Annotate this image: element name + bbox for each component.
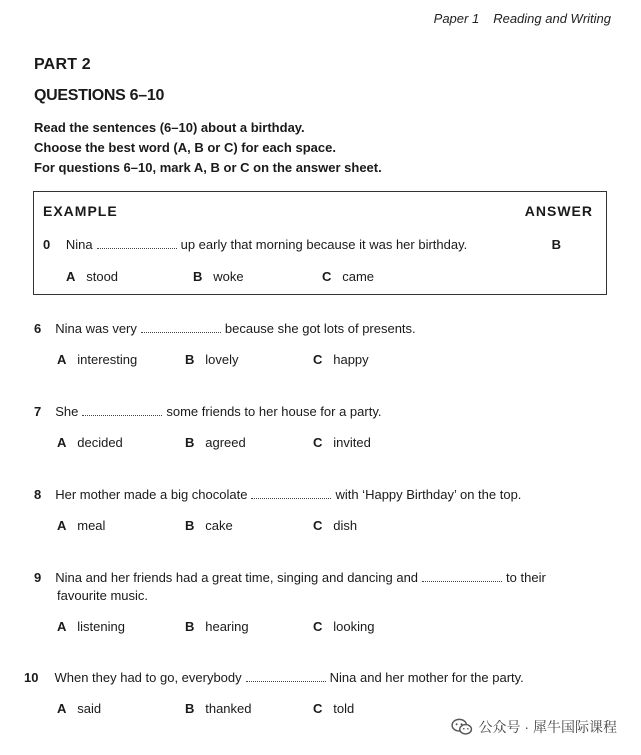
example-box [33, 191, 607, 295]
question-10: 10 When they had to go, everybody Nina and her mother for the party. [24, 670, 524, 685]
example-option: B woke [193, 269, 244, 284]
answer-blank [97, 239, 177, 249]
answer-blank [251, 489, 331, 499]
page-header [434, 11, 611, 26]
question-9: 9 Nina and her friends had a great time, singing and dancing and to their [34, 570, 546, 585]
option: B hearing [185, 619, 249, 634]
example-answer: B [551, 237, 561, 252]
option: C looking [313, 619, 375, 634]
option: C happy [313, 352, 369, 367]
answer-label: ANSWER [524, 203, 593, 219]
instruction-line: Choose the best word (A, B or C) for each space. [34, 140, 336, 155]
example-option: A stood [66, 269, 119, 284]
watermark-text: 公众号 · 犀牛国际课程 [478, 719, 617, 735]
option: A listening [57, 619, 125, 634]
instruction-line: Read the sentences (6–10) about a birthday. [34, 120, 305, 135]
answer-blank [82, 406, 162, 416]
example-option: C came [322, 269, 375, 284]
part-title: PART 2 [34, 56, 91, 73]
question-9-continued: favourite music. [57, 588, 149, 603]
option: B lovely [185, 352, 239, 367]
example-number: 0 [43, 237, 51, 252]
option: C invited [313, 435, 371, 450]
option: B thanked [185, 701, 252, 716]
option: B agreed [185, 435, 246, 450]
option: A meal [57, 518, 106, 533]
example-label: EXAMPLE [43, 203, 118, 219]
option: C dish [313, 518, 358, 533]
example-sentence: 0 Nina up early that morning because it was her birthday. [43, 237, 468, 252]
answer-blank [246, 672, 326, 682]
option: B cake [185, 518, 233, 533]
watermark [451, 717, 617, 737]
answer-blank [422, 572, 502, 582]
question-6: 6 Nina was very because she got lots of presents. [34, 321, 416, 336]
instruction-line: For questions 6–10, mark A, B or C on the answer sheet. [34, 160, 382, 175]
answer-blank [141, 323, 221, 333]
wechat-icon [451, 718, 473, 736]
questions-title: QUESTIONS 6–10 [34, 87, 165, 104]
option: A said [57, 701, 102, 716]
option: A interesting [57, 352, 138, 367]
paper-label: Paper 1 [433, 11, 480, 26]
question-8: 8 Her mother made a big chocolate with ‘Happy Birthday’ on the top. [34, 487, 522, 502]
question-7: 7 She some friends to her house for a party. [34, 404, 382, 419]
option: A decided [57, 435, 123, 450]
section-label: Reading and Writing [493, 11, 611, 26]
option: C told [313, 701, 355, 716]
